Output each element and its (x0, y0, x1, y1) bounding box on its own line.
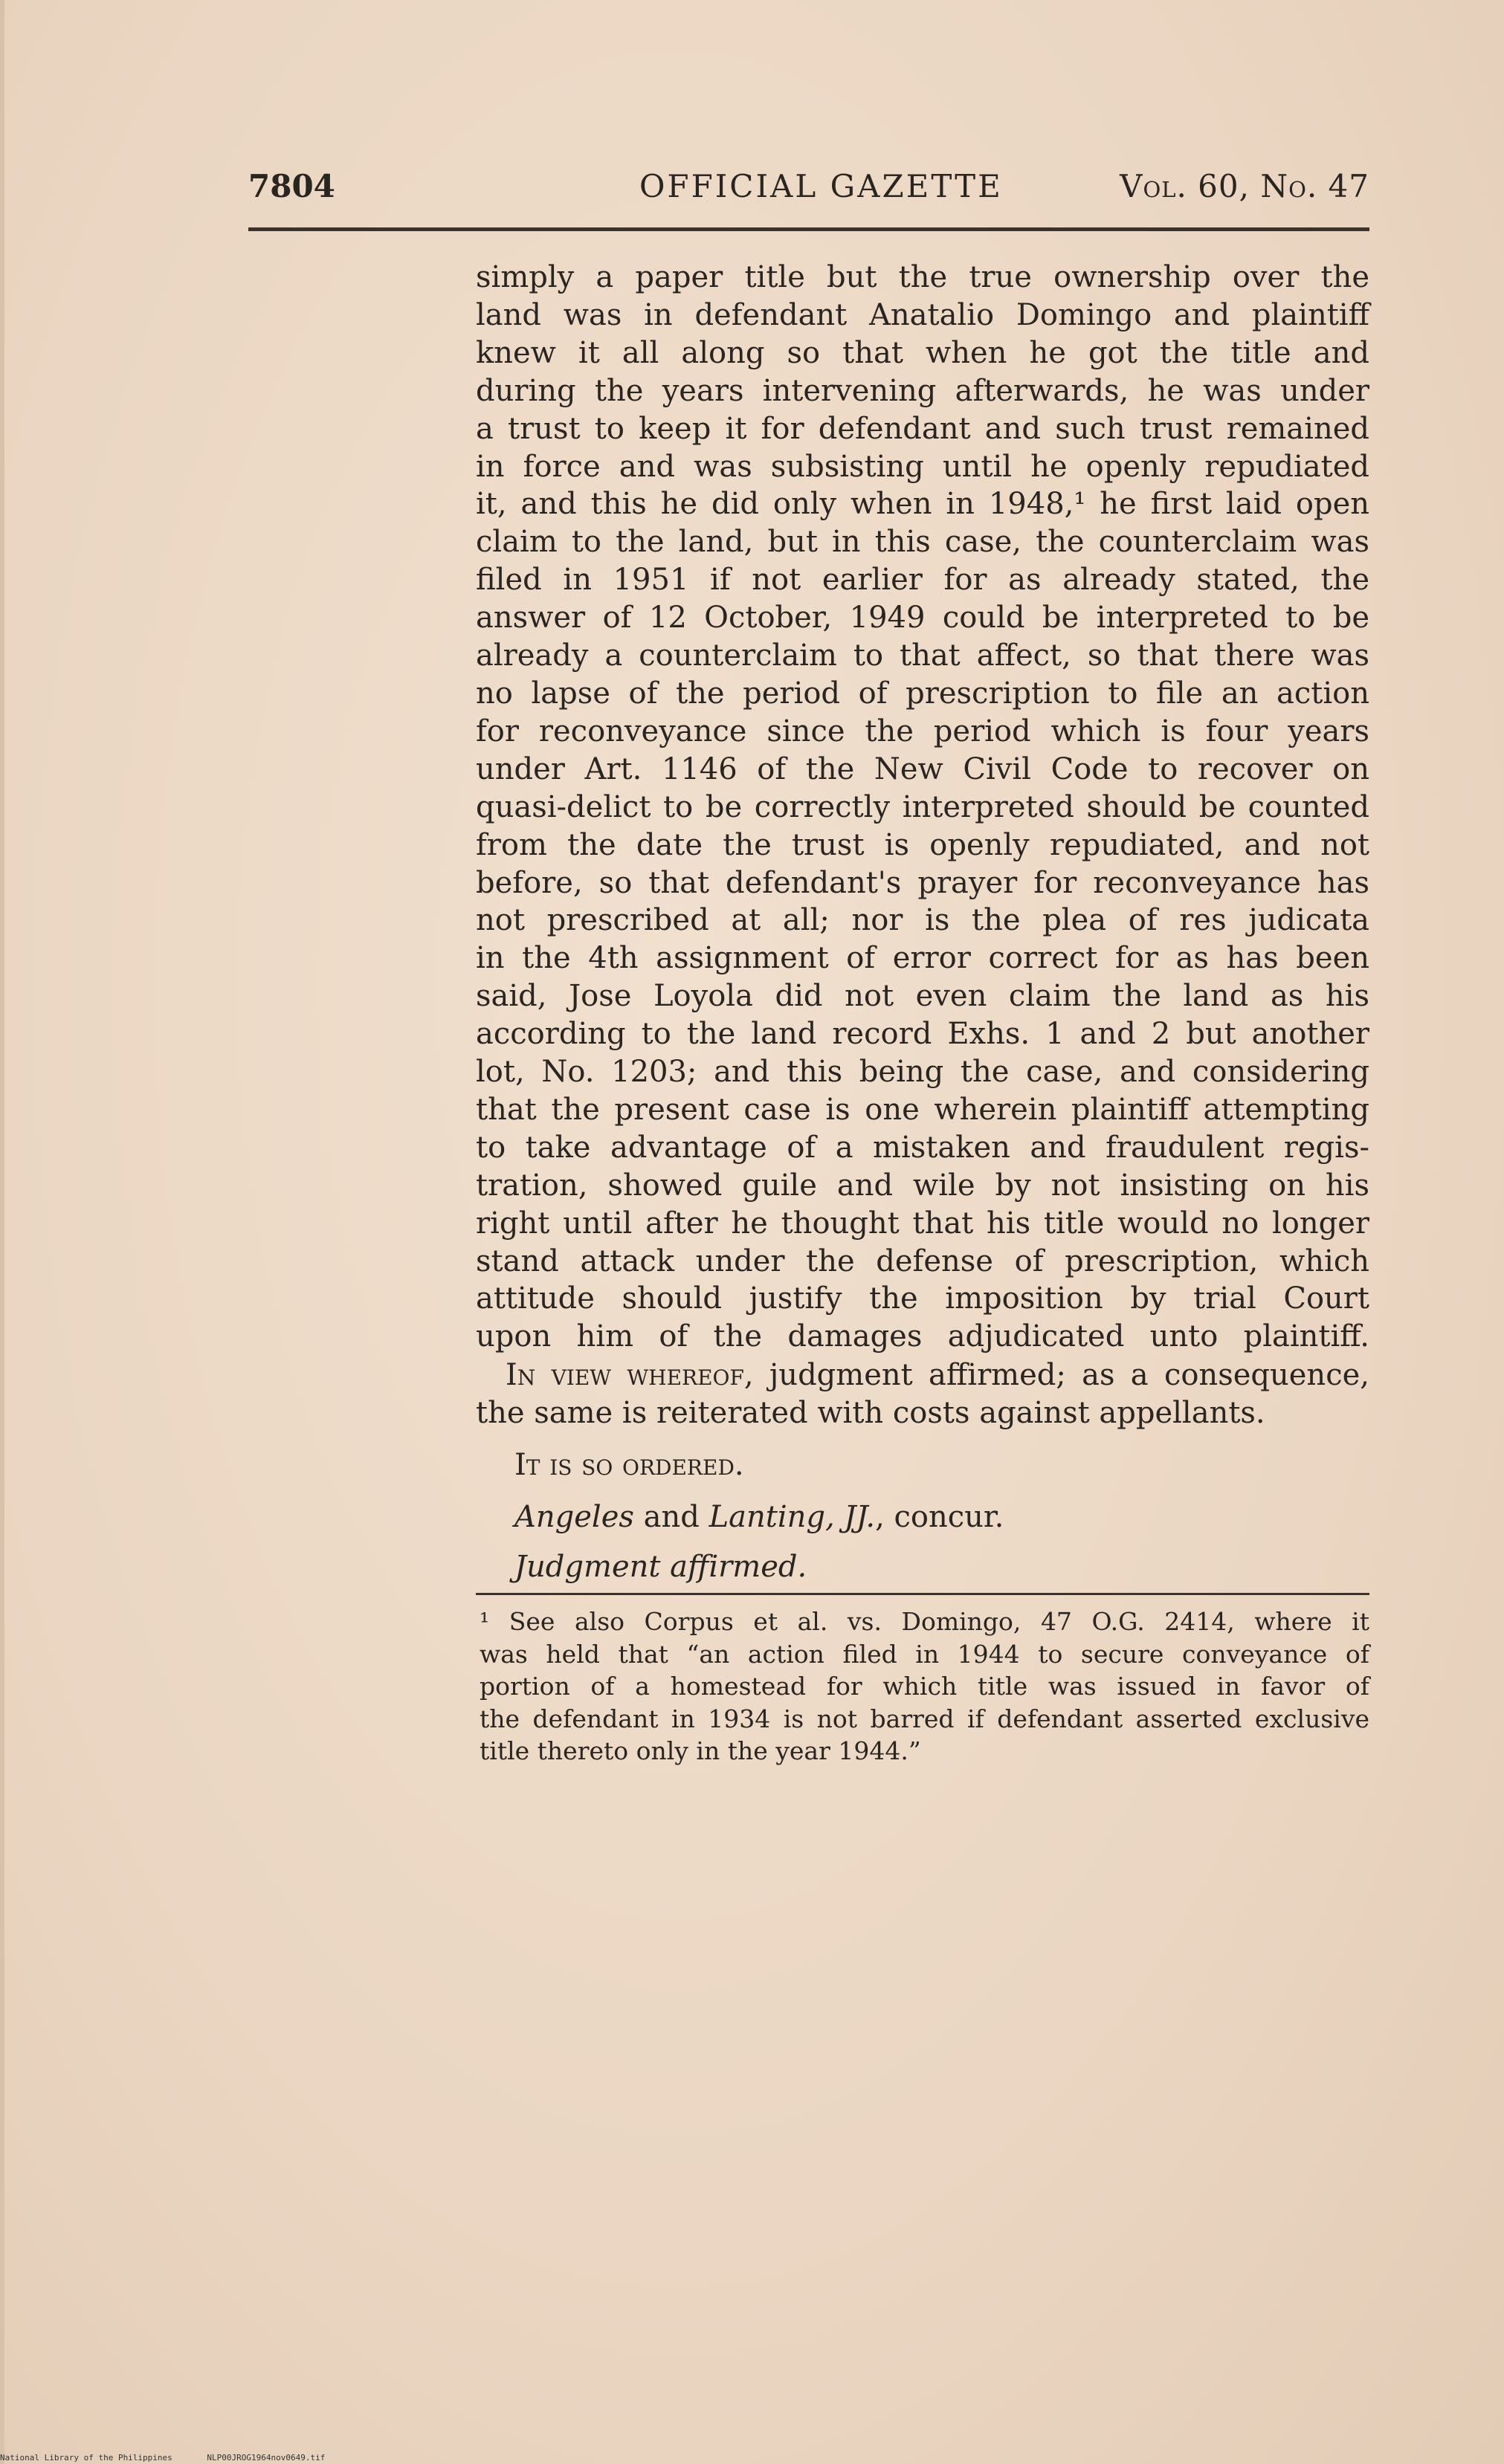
body-line: that the present case is one wherein plaintiff attempting (476, 1092, 1369, 1127)
body-line: filed in 1951 if not earlier for as already stated, the (476, 563, 1369, 598)
judgment-result: Judgment affirmed. (514, 1550, 807, 1584)
order-statement: It is so ordered. (514, 1448, 744, 1482)
publication-title: OFFICIAL GAZETTE (639, 168, 1003, 204)
body-line: during the years intervening afterwards, he was under (476, 373, 1369, 408)
conclusion-text: judgment affirmed; as a consequence, (753, 1358, 1369, 1392)
footnote-line: portion of a homestead for which title was issued in favor of (480, 1672, 1369, 1701)
body-line: for reconveyance since the period which is four years (476, 714, 1369, 748)
body-line: according to the land record Exhs. 1 and 2 but another (476, 1017, 1369, 1052)
body-line: quasi-delict to be correctly interpreted should be counted (476, 789, 1369, 824)
body-line: stand attack under the defense of prescription, which (476, 1244, 1369, 1278)
conclusion-line (476, 1357, 1369, 1394)
body-line: answer of 12 October, 1949 could be interpreted to be (476, 601, 1369, 636)
conclusion-paragraph (476, 1357, 1369, 1432)
archive-file: NLP00JROG1964nov0649.tif (207, 2453, 326, 2463)
body-line: before, so that defendant's prayer for reconveyance has (476, 865, 1369, 900)
body-line: in force and was subsisting until he openly repudiated (476, 449, 1369, 484)
concurrence-text: , concur. (875, 1500, 1004, 1534)
archive-library: National Library of the Philippines (0, 2453, 172, 2463)
body-line: said, Jose Loyola did not even claim the land as his (476, 979, 1369, 1014)
judge-name: Angeles (514, 1500, 634, 1534)
body-line: attitude should justify the imposition by trial Court (476, 1281, 1369, 1316)
body-line: lot, No. 1203; and this being the case, and considering (476, 1055, 1369, 1090)
concurrence-and: and (633, 1500, 709, 1534)
conclusion-line: the same is reiterated with costs against appellants. (476, 1395, 1265, 1430)
conclusion-lead: In view whereof, (506, 1358, 754, 1392)
archive-stamp (0, 2453, 355, 2463)
footnote-rule (476, 1593, 1369, 1595)
footnote-line: ¹ See also Corpus et al. vs. Domingo, 47 O.G. 2414, where it (480, 1607, 1369, 1636)
footnote-line: the defendant in 1934 is not barred if defendant asserted exclusive (480, 1704, 1369, 1733)
body-line: under Art. 1146 of the New Civil Code to recover on (476, 751, 1369, 786)
body-line: from the date the trust is openly repudiated, and not (476, 827, 1369, 862)
page-number: 7804 (248, 168, 335, 204)
body-line: already a counterclaim to that affect, so that there was (476, 638, 1369, 673)
body-line: not prescribed at all; nor is the plea of res judicata (476, 903, 1369, 938)
page-edge-shadow (0, 0, 4, 2464)
header-rule (248, 227, 1369, 231)
volume-number: Vol. 60, No. 47 (1120, 168, 1369, 204)
footnote (480, 1606, 1369, 1768)
page-header (248, 168, 1369, 213)
body-line: claim to the land, but in this case, the counterclaim was (476, 525, 1369, 560)
body-line: no lapse of the period of prescription to file an action (476, 676, 1369, 711)
body-line: a trust to keep it for defendant and such trust remained (476, 411, 1369, 446)
body-line: it, and this he did only when in 1948,¹ he first laid open (476, 487, 1369, 522)
body-line: to take advantage of a mistaken and fraudulent regis- (476, 1130, 1369, 1165)
footnote-line: was held that “an action filed in 1944 to secure conveyance of (480, 1639, 1369, 1669)
body-line: in the 4th assignment of error correct for as has been (476, 941, 1369, 976)
body-line: upon him of the damages adjudicated unto plaintiff. (476, 1319, 1369, 1354)
concurrence (514, 1500, 1004, 1534)
judge-name: Lanting, JJ. (709, 1500, 876, 1534)
body-line: tration, showed guile and wile by not insisting on his (476, 1168, 1369, 1203)
body-line: knew it all along so that when he got the title and (476, 335, 1369, 370)
body-line: simply a paper title but the true ownership over the (476, 260, 1369, 294)
body-line: right until after he thought that his title would no longer (476, 1206, 1369, 1241)
main-paragraph (476, 259, 1369, 1356)
footnote-line: title thereto only in the year 1944.” (480, 1736, 921, 1765)
body-line: land was in defendant Anatalio Domingo and plaintiff (476, 297, 1369, 332)
